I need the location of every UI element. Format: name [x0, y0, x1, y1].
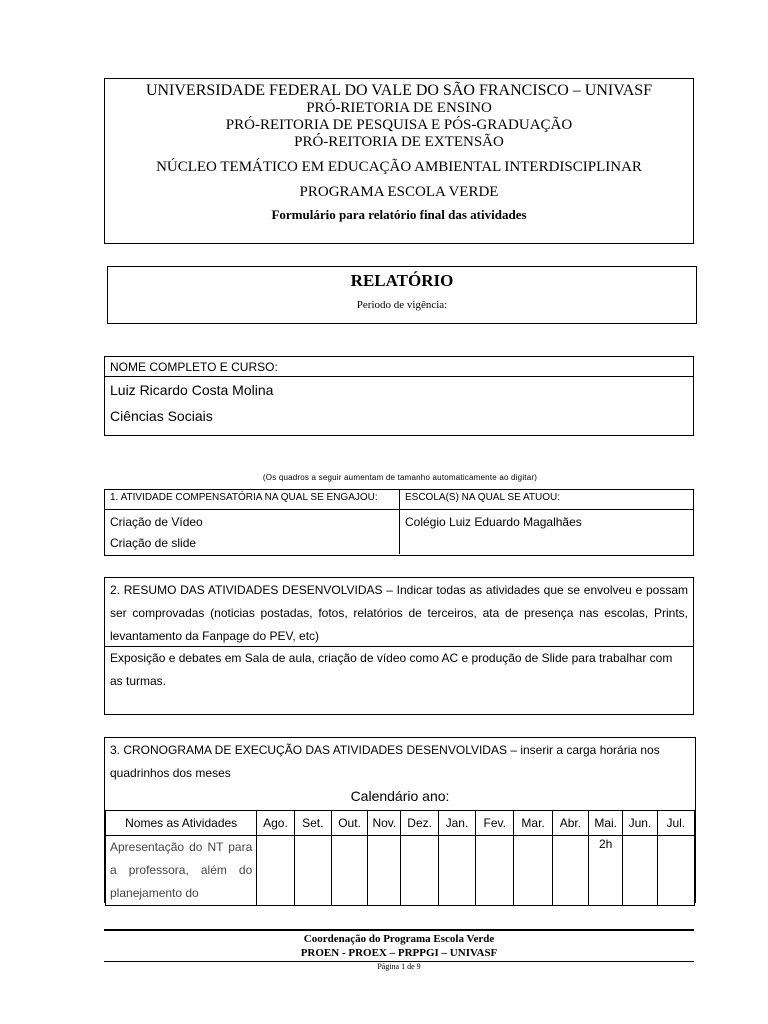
- summary-header: 2. RESUMO DAS ATIVIDADES DESENVOLVIDAS – Indicar todas as atividades que se envolveu e possam ser comprovadas (noticias postadas, fotos, relatórios de terceiros, ata de presença nas escolas, Prints, levantamento da Fanpage do PEV, etc): [105, 578, 693, 647]
- activity-school-table: [104, 489, 694, 556]
- month-header: Abr.: [552, 811, 588, 836]
- page-number: Página 1 de 9: [377, 962, 421, 971]
- hours-cell[interactable]: [294, 836, 331, 906]
- month-header: Mai.: [589, 811, 623, 836]
- hours-cell[interactable]: [657, 836, 694, 906]
- hours-cell[interactable]: [257, 836, 294, 906]
- month-header: Dez.: [401, 811, 438, 836]
- hours-cell[interactable]: [368, 836, 401, 906]
- month-header: Nov.: [368, 811, 401, 836]
- activity-item: Criação de Vídeo: [110, 515, 203, 529]
- activity-field[interactable]: [105, 510, 400, 554]
- activity-item: Criação de slide: [110, 536, 197, 550]
- hours-cell[interactable]: [331, 836, 367, 906]
- programa-title: PROGRAMA ESCOLA VERDE: [299, 184, 499, 200]
- month-header: Jul.: [657, 811, 694, 836]
- activity-name-cell[interactable]: Apresentação do NT para a professora, além do planejamento do: [106, 836, 257, 906]
- prppgi-title: PRÓ-REITORIA DE PESQUISA E PÓS-GRADUAÇÃO: [225, 117, 573, 133]
- hours-cell[interactable]: [438, 836, 475, 906]
- summary-field[interactable]: Exposição e debates em Sala de aula, criação de vídeo como AC e produção de Slide para trabalhar com as turmas.: [110, 651, 673, 688]
- name-course-label: NOME COMPLETO E CURSO:: [105, 357, 693, 377]
- calendar-year-label: Calendário ano:: [350, 788, 450, 804]
- proex-title: PRÓ-REITORIA DE EXTENSÃO: [294, 134, 504, 150]
- identification-box: [104, 356, 694, 436]
- relatorio-box: [107, 266, 697, 324]
- month-header: Fev.: [476, 811, 514, 836]
- school-field[interactable]: Colégio Luiz Eduardo Magalhães: [405, 515, 582, 529]
- schedule-table: [104, 737, 696, 903]
- hours-cell-mai[interactable]: 2h: [589, 836, 623, 906]
- hours-cell[interactable]: [623, 836, 657, 906]
- page-footer: [104, 929, 694, 972]
- form-title: Formulário para relatório final das atividades: [271, 207, 527, 222]
- hours-cell[interactable]: [552, 836, 588, 906]
- hours-cell[interactable]: [514, 836, 552, 906]
- footer-departments: PROEN - PROEX – PRPPGI – UNIVASF: [300, 947, 498, 959]
- activity-header: 1. ATIVIDADE COMPENSATÓRIA NA QUAL SE ENGAJOU:: [105, 490, 400, 509]
- university-name: UNIVERSIDADE FEDERAL DO VALE DO SÃO FRANCISCO – UNIVASF: [145, 82, 653, 99]
- schedule-header: 3. CRONOGRAMA DE EXECUÇÃO DAS ATIVIDADES DESENVOLVIDAS – inserir a carga horária nos quadrinhos dos meses: [110, 743, 660, 780]
- nucleo-title: NÚCLEO TEMÁTICO EM EDUCAÇÃO AMBIENTAL INTERDISCIPLINAR: [156, 159, 642, 175]
- month-header: Set.: [294, 811, 331, 836]
- relatorio-title: RELATÓRIO: [350, 271, 454, 290]
- month-header: Jun.: [623, 811, 657, 836]
- hours-cell[interactable]: [476, 836, 514, 906]
- footer-coordination: Coordenação do Programa Escola Verde: [303, 933, 495, 945]
- summary-table: [104, 577, 694, 715]
- activity-names-header: Nomes as Atividades: [106, 811, 257, 836]
- month-header: Jan.: [438, 811, 475, 836]
- month-header: Ago.: [257, 811, 294, 836]
- student-name-field[interactable]: Luiz Ricardo Costa Molina: [110, 382, 274, 398]
- hours-cell[interactable]: [401, 836, 438, 906]
- auto-resize-note: (Os quadros a seguir aumentam de tamanho automaticamente ao digitar): [262, 473, 538, 482]
- course-field[interactable]: Ciências Sociais: [110, 408, 213, 424]
- header-box: [104, 78, 694, 244]
- schedule-grid: [105, 810, 695, 906]
- periodo-label[interactable]: Periodo de vigência:: [356, 299, 448, 311]
- school-header: ESCOLA(S) NA QUAL SE ATUOU:: [405, 492, 561, 503]
- month-header: Out.: [331, 811, 367, 836]
- footer-divider: [104, 929, 694, 931]
- month-header: Mar.: [514, 811, 552, 836]
- proen-title: PRÓ-RIETORIA DE ENSINO: [306, 100, 492, 116]
